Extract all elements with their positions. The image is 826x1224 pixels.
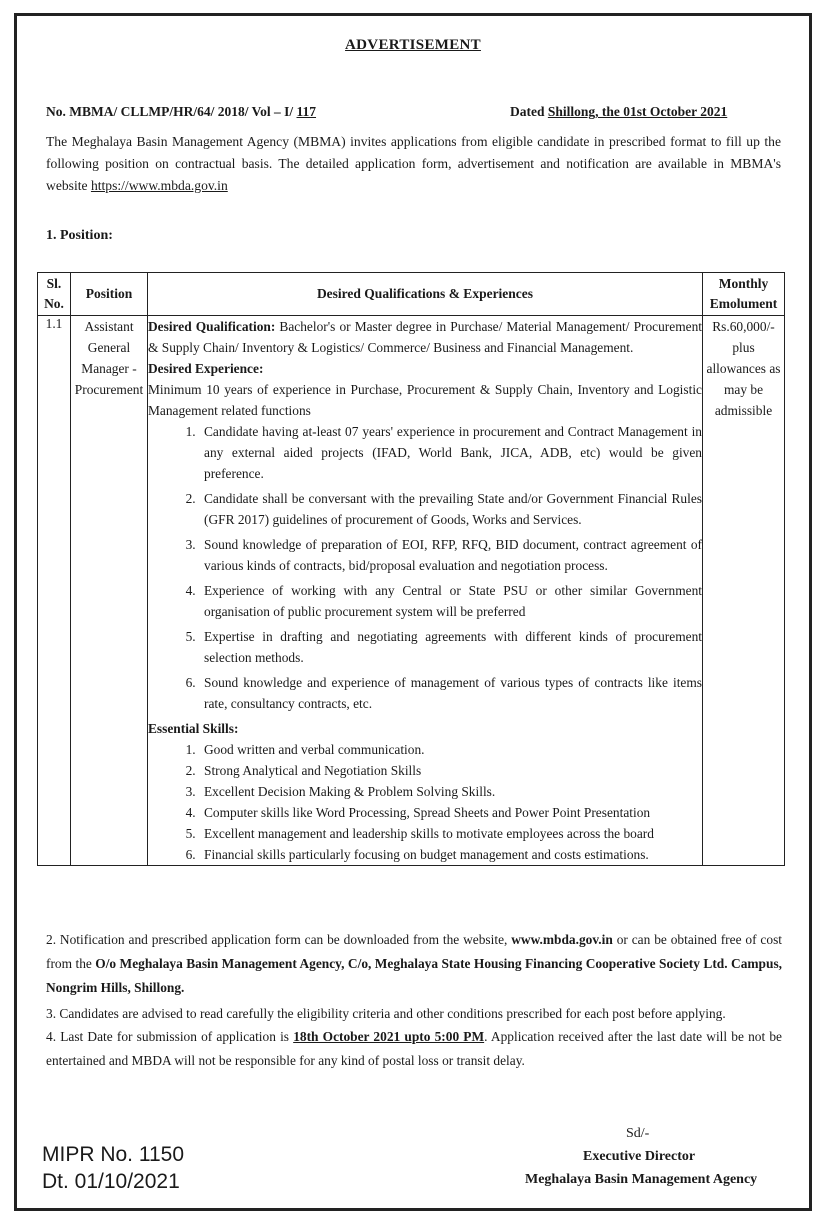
signature-mark: Sd/-	[626, 1126, 650, 1141]
header-qualifications: Desired Qualifications & Experiences	[148, 273, 703, 316]
reference-number-prefix: No. MBMA/ CLLMP/HR/64/ 2018/ Vol – I/	[46, 104, 297, 119]
list-item: 1. Candidate having at-least 07 years' experience in procurement and Contract Management in any external aided projects (IFAD, World Bank, JICA, ADB, etc) would be given preference.	[199, 421, 702, 484]
list-item: 1. Good written and verbal communication.	[199, 739, 702, 760]
cell-position: Assistant General Manager - Procurement	[71, 316, 148, 866]
experience-list	[148, 421, 702, 714]
cell-sl-no: 1.1	[38, 316, 71, 866]
header-emolument: Monthly Emolument	[703, 273, 785, 316]
experience-label: Desired Experience:	[148, 361, 264, 376]
intro-text: The Meghalaya Basin Management Agency (MBMA) invites applications from eligible candidate in prescribed format to fill up the following position on contractual basis. The detailed application form, advertisement and notification are available in MBMA's website	[46, 134, 781, 193]
experience-intro: Minimum 10 years of experience in Purchase, Procurement & Supply Chain, Inventory and Logistic Management related functions	[148, 382, 702, 418]
signatory-organisation: Meghalaya Basin Management Agency	[525, 1172, 758, 1187]
issue-date-value: Shillong, the 01st October 2021	[547, 104, 728, 119]
section-heading-position: 1. Position:	[46, 228, 113, 243]
list-item: 2. Strong Analytical and Negotiation Skills	[199, 760, 702, 781]
position-table	[37, 272, 785, 866]
reference-number-value: 117	[296, 104, 317, 119]
list-item: 6. Financial skills particularly focusing on budget management and costs estimations.	[199, 844, 702, 865]
para2-address: O/o Meghalaya Basin Management Agency, C/o, Meghalaya State Housing Financing Cooperative Society Ltd. Campus, Nongrim Hills, Shillong.	[46, 956, 783, 995]
mipr-date: Dt. 01/10/2021	[42, 1170, 180, 1193]
list-item: 2. Candidate shall be conversant with the prevailing State and/or Government Financial Rules (GFR 2017) guidelines of procurement of Goods, Works and Services.	[199, 488, 702, 530]
intro-paragraph	[46, 131, 781, 197]
header-position: Position	[71, 273, 148, 316]
qualification-block	[148, 316, 702, 358]
list-item: 5. Excellent management and leadership skills to motivate employees across the board	[199, 823, 702, 844]
page-title: ADVERTISEMENT	[345, 37, 481, 53]
para4-text-a: 4. Last Date for submission of application is	[46, 1029, 294, 1044]
list-item: 6. Sound knowledge and experience of management of various types of contracts like items rate, consultancy contracts, etc.	[199, 672, 702, 714]
paragraph-3: 3. Candidates are advised to read carefully the eligibility criteria and other conditions prescribed for each post before applying.	[46, 1006, 726, 1021]
last-date: 18th October 2021 upto 5:00 PM	[293, 1029, 485, 1044]
signatory-title: Executive Director	[583, 1149, 696, 1164]
list-item: 3. Sound knowledge of preparation of EOI, RFP, RFQ, BID document, contract agreement of various kinds of contracts, bid/proposal evaluation and negotiation process.	[199, 534, 702, 576]
cell-emolument: Rs.60,000/- plus allowances as may be admissible	[703, 316, 785, 866]
qualification-text: Bachelor's or Master degree in Purchase/ Material Management/ Procurement & Supply Chain/ Inventory & Logistics/ Commerce/ Business and Financial Management.	[148, 319, 702, 355]
list-item: 4. Experience of working with any Central or State PSU or other similar Government organisation of public procurement system will be preferred	[199, 580, 702, 622]
skills-label: Essential Skills:	[148, 721, 239, 736]
website-link[interactable]: https://www.mbda.gov.in	[90, 178, 228, 193]
mipr-number: MIPR No. 1150	[42, 1143, 185, 1166]
list-item: 4. Computer skills like Word Processing, Spread Sheets and Power Point Presentation	[199, 802, 702, 823]
paragraph-2	[46, 928, 782, 1000]
header-sl-no: Sl. No.	[38, 273, 71, 316]
skills-list	[148, 739, 702, 865]
list-item: 5. Expertise in drafting and negotiating agreements with different kinds of procurement selection methods.	[199, 626, 702, 668]
table-row	[38, 316, 785, 866]
mipr-block	[42, 1141, 184, 1195]
issue-date-prefix: Dated	[510, 104, 548, 119]
issue-date	[510, 104, 727, 120]
paragraph-4	[46, 1025, 782, 1073]
para2-website: www.mbda.gov.in	[511, 932, 613, 947]
para4-text-c: . Application received after the last date will be not be entertained and MBDA will not be responsible for any kind of postal loss or transit delay.	[46, 1029, 782, 1068]
qualification-label: Desired Qualification:	[148, 319, 276, 334]
cell-qualifications	[148, 316, 703, 866]
table-header-row	[38, 273, 785, 316]
para2-text-a: 2. Notification and prescribed application form can be downloaded from the website,	[46, 932, 512, 947]
reference-number	[46, 104, 316, 120]
list-item: 3. Excellent Decision Making & Problem Solving Skills.	[199, 781, 702, 802]
para2-text-c: or can be obtained free of cost from the	[46, 932, 783, 971]
